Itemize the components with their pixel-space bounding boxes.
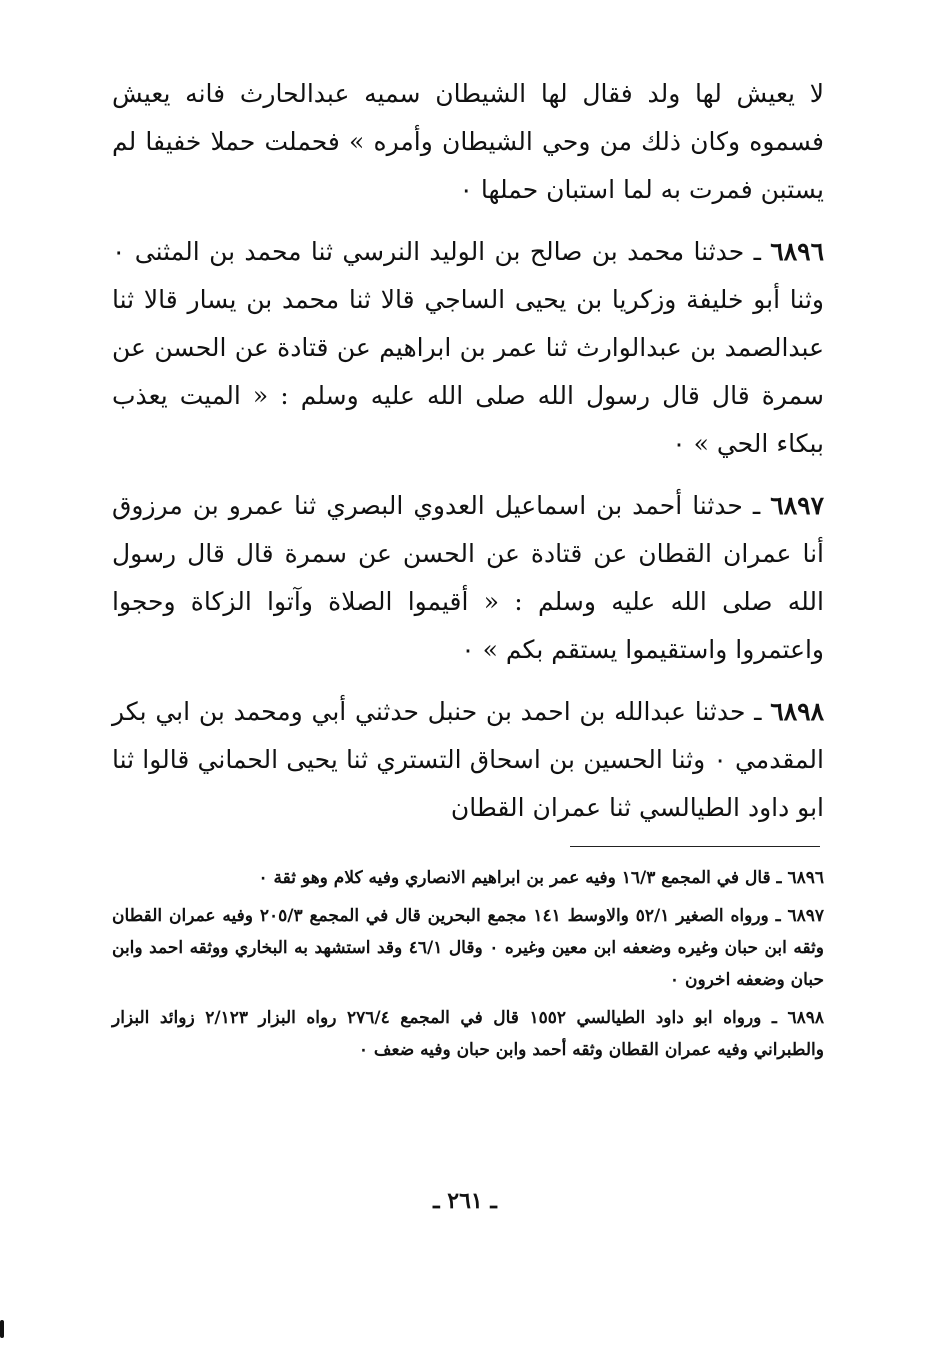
scan-edge-mark xyxy=(0,1320,4,1338)
hadith-text: ـ حدثنا عبدالله بن احمد بن حنبل حدثني أبي ومحمد بن ابي بكر المقدمي ٠ وثنا الحسين بن اسحاق التستري ثنا يحيى الحماني قالوا ثنا ابو داود الطيالسي ثنا عمران القطان xyxy=(112,697,824,822)
hadith-number: ٦٨٩٦ xyxy=(770,237,824,266)
hadith-6897 xyxy=(112,482,824,674)
footnote-divider xyxy=(570,846,820,847)
footnotes xyxy=(112,862,824,1072)
page-number: ـ ٢٦١ ـ xyxy=(433,1188,497,1214)
footnote-text: ـ ورواه ابو داود الطيالسي ١٥٥٢ قال في المجمع ٢٧٦/٤ رواه البزار ٢/١٢٣ زوائد البزار والطبراني وفيه عمران القطان وثقه أحمد وابن حبان وفيه ضعف ٠ xyxy=(112,1008,824,1060)
footnote-6897 xyxy=(112,900,824,996)
hadith-text: ـ حدثنا أحمد بن اسماعيل العدوي البصري ثنا عمرو بن مرزوق أنا عمران القطان عن قتادة عن الحسن عن سمرة قال قال رسول الله صلى الله عليه وسلم : « أقيموا الصلاة وآتوا الزكاة وحجوا واعتمروا واستقيموا يستقم بكم » ٠ xyxy=(112,491,824,664)
main-text xyxy=(112,70,824,846)
footnote-text: ـ قال في المجمع ١٦/٣ وفيه عمر بن ابراهيم الانصاري وفيه كلام وهو ثقة ٠ xyxy=(258,868,782,888)
footnote-text: ـ ورواه الصغير ٥٢/١ والاوسط ١٤١ مجمع البحرين قال في المجمع ٢٠٥/٣ وفيه عمران القطان وثقه ابن حبان وغيره وضعفه ابن معين وغيره ٠ وقال ٤٦/١ وقد استشهد به البخاري ووثقه احمد وابن حبان وضعفه اخرون ٠ xyxy=(112,906,824,990)
footnote-number: ٦٨٩٦ xyxy=(787,868,824,888)
hadith-text: ـ حدثنا محمد بن صالح بن الوليد النرسي ثنا محمد بن المثنى ٠ وثنا أبو خليفة وزكريا بن يحيى الساجي قالا ثنا محمد بن يسار قالا ثنا عبدالصمد بن عبدالوارث ثنا عمر بن ابراهيم عن قتادة عن الحسن عن سمرة قال قال رسول الله صلى الله عليه وسلم : « الميت يعذب ببكاء الحي » ٠ xyxy=(112,237,824,458)
paragraph-text: لا يعيش لها ولد فقال لها الشيطان سميه عبدالحارث فانه يعيش فسموه وكان ذلك من وحي الشيطان وأمره » فحملت حملا خفيفا لم يستبن فمرت به لما استبان حملها ٠ xyxy=(112,79,824,204)
paragraph-continuation xyxy=(112,70,824,214)
footnote-number: ٦٨٩٧ xyxy=(787,906,824,926)
hadith-6896 xyxy=(112,228,824,468)
footnote-number: ٦٨٩٨ xyxy=(787,1008,824,1028)
footnote-6898 xyxy=(112,1002,824,1066)
footnote-6896 xyxy=(112,862,824,894)
hadith-number: ٦٨٩٧ xyxy=(770,491,824,520)
hadith-6898 xyxy=(112,688,824,832)
hadith-number: ٦٨٩٨ xyxy=(770,697,824,726)
